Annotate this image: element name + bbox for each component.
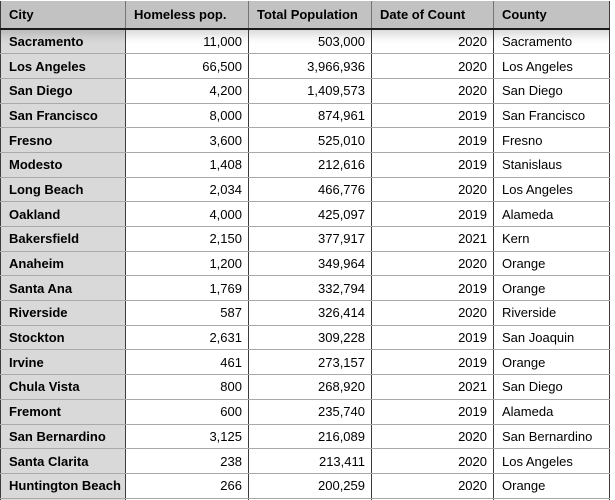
cell-county[interactable]: Orange: [494, 251, 610, 276]
table-row: [1, 350, 610, 375]
table-row: [1, 399, 610, 424]
cell-total-population[interactable]: 377,917: [249, 227, 372, 252]
table-row: [1, 424, 610, 449]
table-row: [1, 449, 610, 474]
cell-homeless-pop[interactable]: 4,000: [126, 202, 249, 227]
cell-county[interactable]: Alameda: [494, 399, 610, 424]
cell-total-population[interactable]: 216,089: [249, 424, 372, 449]
cell-total-population[interactable]: 1,409,573: [249, 78, 372, 103]
table-row: [1, 128, 610, 153]
table-row: [1, 29, 610, 54]
cell-city[interactable]: Santa Clarita: [1, 449, 126, 474]
cell-homeless-pop[interactable]: 2,150: [126, 227, 249, 252]
cell-homeless-pop[interactable]: 2,034: [126, 177, 249, 202]
cell-date-of-count[interactable]: 2019: [372, 128, 494, 153]
cell-county[interactable]: San Diego: [494, 375, 610, 400]
cell-total-population[interactable]: 309,228: [249, 325, 372, 350]
cell-date-of-count[interactable]: 2020: [372, 251, 494, 276]
cell-total-population[interactable]: 525,010: [249, 128, 372, 153]
cell-date-of-count[interactable]: 2020: [372, 473, 494, 498]
cell-county[interactable]: San Bernardino: [494, 424, 610, 449]
cell-date-of-count[interactable]: 2021: [372, 375, 494, 400]
cell-total-population[interactable]: 235,740: [249, 399, 372, 424]
table-row: [1, 301, 610, 326]
cell-county[interactable]: San Joaquin: [494, 325, 610, 350]
table-row: [1, 251, 610, 276]
cell-total-population[interactable]: 268,920: [249, 375, 372, 400]
cell-city[interactable]: Los Angeles: [1, 54, 126, 79]
cell-homeless-pop[interactable]: 4,200: [126, 78, 249, 103]
cell-city[interactable]: Riverside: [1, 301, 126, 326]
cell-county[interactable]: Kern: [494, 227, 610, 252]
table-row: [1, 78, 610, 103]
cell-total-population[interactable]: 213,411: [249, 449, 372, 474]
cell-date-of-count[interactable]: 2021: [372, 227, 494, 252]
cell-total-population[interactable]: 332,794: [249, 276, 372, 301]
table-row: [1, 227, 610, 252]
cell-city[interactable]: Bakersfield: [1, 227, 126, 252]
cell-county[interactable]: Orange: [494, 473, 610, 498]
cell-date-of-count[interactable]: 2020: [372, 29, 494, 54]
table-row: [1, 103, 610, 128]
cell-homeless-pop[interactable]: 587: [126, 301, 249, 326]
cell-total-population[interactable]: 200,259: [249, 473, 372, 498]
cell-city[interactable]: San Francisco: [1, 103, 126, 128]
cell-total-population[interactable]: 3,966,936: [249, 54, 372, 79]
cell-total-population[interactable]: 212,616: [249, 152, 372, 177]
cell-total-population[interactable]: 326,414: [249, 301, 372, 326]
cell-date-of-count[interactable]: 2020: [372, 177, 494, 202]
cell-county[interactable]: Los Angeles: [494, 54, 610, 79]
cell-date-of-count[interactable]: 2019: [372, 202, 494, 227]
cell-date-of-count[interactable]: 2020: [372, 424, 494, 449]
table-header: [1, 1, 610, 29]
table-row: [1, 276, 610, 301]
table-row: [1, 375, 610, 400]
cell-city[interactable]: Irvine: [1, 350, 126, 375]
column-header-total-population[interactable]: Total Population: [249, 1, 372, 29]
header-row: [1, 1, 610, 29]
cell-county[interactable]: Orange: [494, 276, 610, 301]
cell-county[interactable]: San Diego: [494, 78, 610, 103]
cell-city[interactable]: Fremont: [1, 399, 126, 424]
cell-total-population[interactable]: 466,776: [249, 177, 372, 202]
cell-county[interactable]: Fresno: [494, 128, 610, 153]
column-header-date-of-count[interactable]: Date of Count: [372, 1, 494, 29]
cell-homeless-pop[interactable]: 1,200: [126, 251, 249, 276]
cell-city[interactable]: Chula Vista: [1, 375, 126, 400]
cell-city[interactable]: Stockton: [1, 325, 126, 350]
cell-city[interactable]: Modesto: [1, 152, 126, 177]
cell-city[interactable]: San Diego: [1, 78, 126, 103]
cell-homeless-pop[interactable]: 11,000: [126, 29, 249, 54]
cell-date-of-count[interactable]: 2020: [372, 449, 494, 474]
cell-date-of-count[interactable]: 2019: [372, 399, 494, 424]
table-row: [1, 325, 610, 350]
cell-city[interactable]: Fresno: [1, 128, 126, 153]
cell-county[interactable]: Alameda: [494, 202, 610, 227]
cell-total-population[interactable]: 874,961: [249, 103, 372, 128]
cell-homeless-pop[interactable]: 238: [126, 449, 249, 474]
cell-city[interactable]: Huntington Beach: [1, 473, 126, 498]
table-row: [1, 202, 610, 227]
cell-city[interactable]: Oakland: [1, 202, 126, 227]
column-header-city[interactable]: City: [1, 1, 126, 29]
cell-homeless-pop[interactable]: 600: [126, 399, 249, 424]
column-header-county[interactable]: County: [494, 1, 610, 29]
cell-homeless-pop[interactable]: 3,125: [126, 424, 249, 449]
cell-total-population[interactable]: 349,964: [249, 251, 372, 276]
cell-homeless-pop[interactable]: 800: [126, 375, 249, 400]
cell-date-of-count[interactable]: 2019: [372, 325, 494, 350]
cell-total-population[interactable]: 503,000: [249, 29, 372, 54]
cell-county[interactable]: Sacramento: [494, 29, 610, 54]
cell-total-population[interactable]: 273,157: [249, 350, 372, 375]
cell-date-of-count[interactable]: 2020: [372, 78, 494, 103]
cell-date-of-count[interactable]: 2019: [372, 103, 494, 128]
cell-date-of-count[interactable]: 2020: [372, 301, 494, 326]
cell-date-of-count[interactable]: 2019: [372, 350, 494, 375]
cell-county[interactable]: Orange: [494, 350, 610, 375]
cell-county[interactable]: Stanislaus: [494, 152, 610, 177]
cell-total-population[interactable]: 425,097: [249, 202, 372, 227]
cell-date-of-count[interactable]: 2020: [372, 54, 494, 79]
cell-county[interactable]: Los Angeles: [494, 449, 610, 474]
table-row: [1, 473, 610, 498]
cell-city[interactable]: San Bernardino: [1, 424, 126, 449]
cell-city[interactable]: Long Beach: [1, 177, 126, 202]
cell-county[interactable]: Riverside: [494, 301, 610, 326]
table-row: [1, 152, 610, 177]
cell-homeless-pop[interactable]: 266: [126, 473, 249, 498]
cell-city[interactable]: Sacramento: [1, 29, 126, 54]
cell-homeless-pop[interactable]: 2,631: [126, 325, 249, 350]
table-body: [1, 29, 610, 500]
cell-city[interactable]: Anaheim: [1, 251, 126, 276]
cell-homeless-pop[interactable]: 3,600: [126, 128, 249, 153]
cell-county[interactable]: Los Angeles: [494, 177, 610, 202]
cell-county[interactable]: San Francisco: [494, 103, 610, 128]
cell-city[interactable]: Santa Ana: [1, 276, 126, 301]
cell-homeless-pop[interactable]: 1,769: [126, 276, 249, 301]
table-row: [1, 54, 610, 79]
cell-homeless-pop[interactable]: 66,500: [126, 54, 249, 79]
cell-homeless-pop[interactable]: 461: [126, 350, 249, 375]
table-row: [1, 177, 610, 202]
cell-homeless-pop[interactable]: 8,000: [126, 103, 249, 128]
homeless-population-table: [0, 1, 610, 500]
cell-date-of-count[interactable]: 2019: [372, 276, 494, 301]
cell-homeless-pop[interactable]: 1,408: [126, 152, 249, 177]
cell-date-of-count[interactable]: 2019: [372, 152, 494, 177]
column-header-homeless-pop[interactable]: Homeless pop.: [126, 1, 249, 29]
